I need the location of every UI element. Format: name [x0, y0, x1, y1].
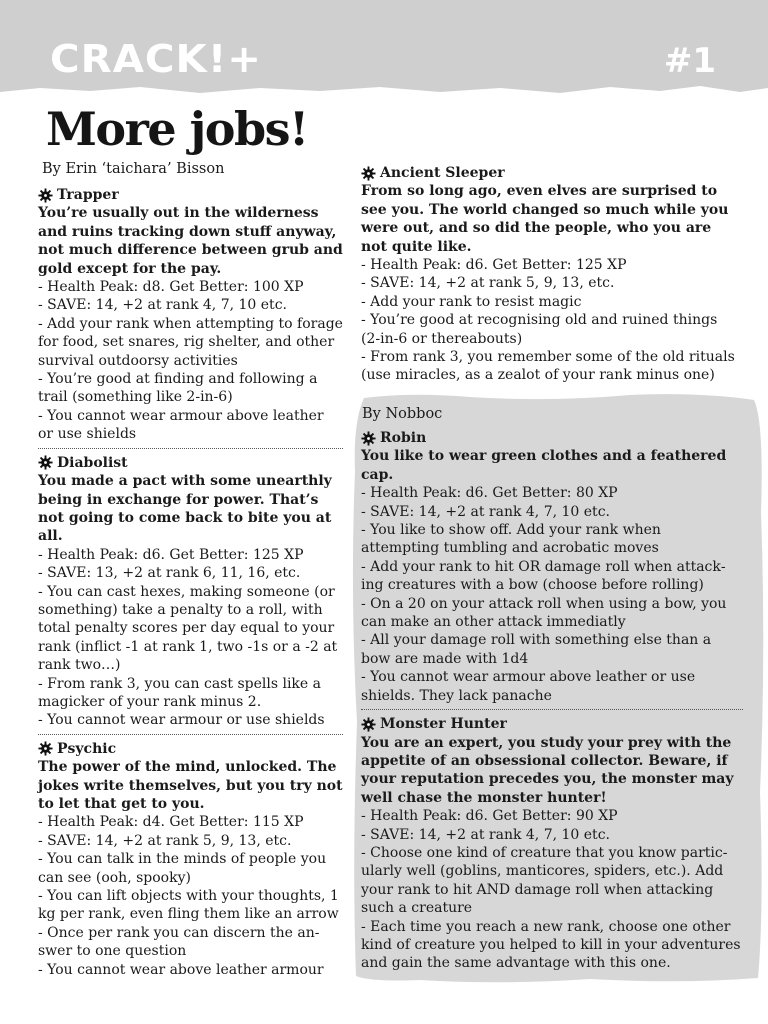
- job-line: - You cannot wear armour or use shields: [38, 712, 325, 729]
- job-trapper: [38, 186, 343, 444]
- gear-icon: [361, 717, 376, 732]
- job-title: Psychic: [57, 740, 117, 757]
- job-title: Ancient Sleeper: [380, 165, 505, 181]
- byline-left: By Erin ‘taichara’ Bisson: [42, 161, 225, 177]
- issue-number: #1: [663, 41, 716, 81]
- job-lead: You are an expert, you study your prey with the appetite of an obsessional collector. Beware, if your reputation precedes you, the monster may well chase the monster hunter!: [361, 734, 734, 806]
- job-line: - Health Peak: d6. Get Better: 125 XP: [38, 546, 304, 563]
- job-line: - From rank 3, you remember some of the old rituals (use miracles, as a zealot of your rank minus one): [361, 349, 735, 384]
- gear-icon: [38, 188, 53, 203]
- byline-right: By Nobboc: [362, 406, 443, 422]
- section-divider: [361, 709, 743, 710]
- page-title: More jobs!: [46, 102, 308, 156]
- job-lead: You made a pact with some unearthly being in exchange for power. That’s not going to come back to bite you at all.: [38, 473, 332, 545]
- job-line: - Health Peak: d8. Get Better: 100 XP: [38, 279, 304, 296]
- job-title: Robin: [380, 430, 427, 446]
- job-line: - From rank 3, you can cast spells like a magicker of your rank minus 2.: [38, 675, 321, 710]
- job-line: - You’re good at recognising old and ruined things (2-in-6 or thereabouts): [361, 312, 718, 347]
- job-line: - Add your rank to hit OR damage roll when attacking creatures with a bow (choose before rolling): [361, 558, 726, 594]
- gear-icon: [361, 166, 376, 181]
- job-line: - You’re good at finding and following a trail (something like 2-in-6): [38, 371, 318, 406]
- job-line: - SAVE: 14, +2 at rank 4, 7, 10 etc.: [361, 826, 610, 843]
- magazine-logo: CRACK!+: [50, 37, 263, 81]
- job-line: - You cannot wear above leather armour: [38, 961, 324, 978]
- right-box-column: [361, 429, 743, 973]
- job-line: - Health Peak: d6. Get Better: 80 XP: [361, 485, 618, 502]
- job-line: - SAVE: 14, +2 at rank 5, 9, 13, etc.: [38, 832, 292, 849]
- job-ancient-sleeper: [361, 164, 736, 385]
- job-line: - SAVE: 14, +2 at rank 4, 7, 10 etc.: [38, 297, 287, 314]
- job-lead: The power of the mind, unlocked. The jokes write themselves, but you try not to let that get to you.: [38, 759, 343, 812]
- gear-icon: [361, 431, 376, 446]
- job-line: - Health Peak: d6. Get Better: 90 XP: [361, 808, 618, 825]
- gear-icon: [38, 741, 53, 756]
- job-line: - Health Peak: d4. Get Better: 115 XP: [38, 814, 304, 831]
- left-column: [38, 186, 343, 979]
- job-line: - You can talk in the minds of people you can see (ooh, spooky): [38, 851, 327, 886]
- job-title: Monster Hunter: [380, 716, 507, 733]
- job-line: - Each time you reach a new rank, choose one other kind of creature you helped to kill in your adventures and gain the same advantage with this one.: [361, 918, 741, 972]
- section-divider: [38, 448, 343, 449]
- job-lead: From so long ago, even elves are surprised to see you. The world changed so much while you were out, and so did the people, who you are not quite like.: [361, 183, 729, 255]
- job-psychic: [38, 740, 343, 979]
- right-top-column: [361, 164, 736, 385]
- job-line: - On a 20 on your attack roll when using a bow, you can make an other attack immediatly: [361, 595, 727, 631]
- job-line: - SAVE: 13, +2 at rank 6, 11, 16, etc.: [38, 565, 301, 582]
- job-lead: You like to wear green clothes and a feathered cap.: [361, 448, 727, 483]
- gear-icon: [38, 455, 53, 470]
- job-line: - You can cast hexes, making someone (or something) take a penalty to a roll, with total penalty scores per day equal to your rank (inflict -1 at rank 1, two -1s or a -2 at rank two…): [38, 583, 338, 674]
- job-line: - You like to show off. Add your rank when attempting tumbling and acrobatic moves: [361, 522, 661, 557]
- job-line: - SAVE: 14, +2 at rank 4, 7, 10 etc.: [361, 503, 610, 520]
- job-line: - Add your rank when attempting to forage for food, set snares, rig shelter, and other survival outdoorsy activities: [38, 315, 343, 369]
- section-divider: [38, 734, 343, 735]
- job-lead: You’re usually out in the wilderness and ruins tracking down stuff anyway, not much difference between grub and gold except for the pay.: [38, 205, 343, 277]
- job-monster-hunter: [361, 715, 743, 973]
- job-line: - You cannot wear armour above leather or use shields. They lack panache: [361, 669, 696, 704]
- job-title: Trapper: [57, 187, 119, 203]
- job-line: - Choose one kind of creature that you know particularly well (goblins, manticores, spiders, etc.). Add your rank to hit AND damage roll when attacking such a creature: [361, 844, 728, 917]
- job-line: - Health Peak: d6. Get Better: 125 XP: [361, 257, 627, 274]
- job-robin: [361, 429, 743, 705]
- job-line: - You can lift objects with your thoughts, 1 kg per rank, even fling them like an arrow: [38, 888, 339, 923]
- job-line: - Once per rank you can discern the answer to one question: [38, 924, 320, 960]
- job-line: - You cannot wear armour above leather or use shields: [38, 407, 324, 443]
- job-diabolist: [38, 454, 343, 730]
- job-title: Diabolist: [57, 454, 128, 471]
- job-line: - Add your rank to resist magic: [361, 293, 582, 310]
- job-line: - SAVE: 14, +2 at rank 5, 9, 13, etc.: [361, 275, 615, 292]
- job-line: - All your damage roll with something else than a bow are made with 1d4: [361, 632, 712, 667]
